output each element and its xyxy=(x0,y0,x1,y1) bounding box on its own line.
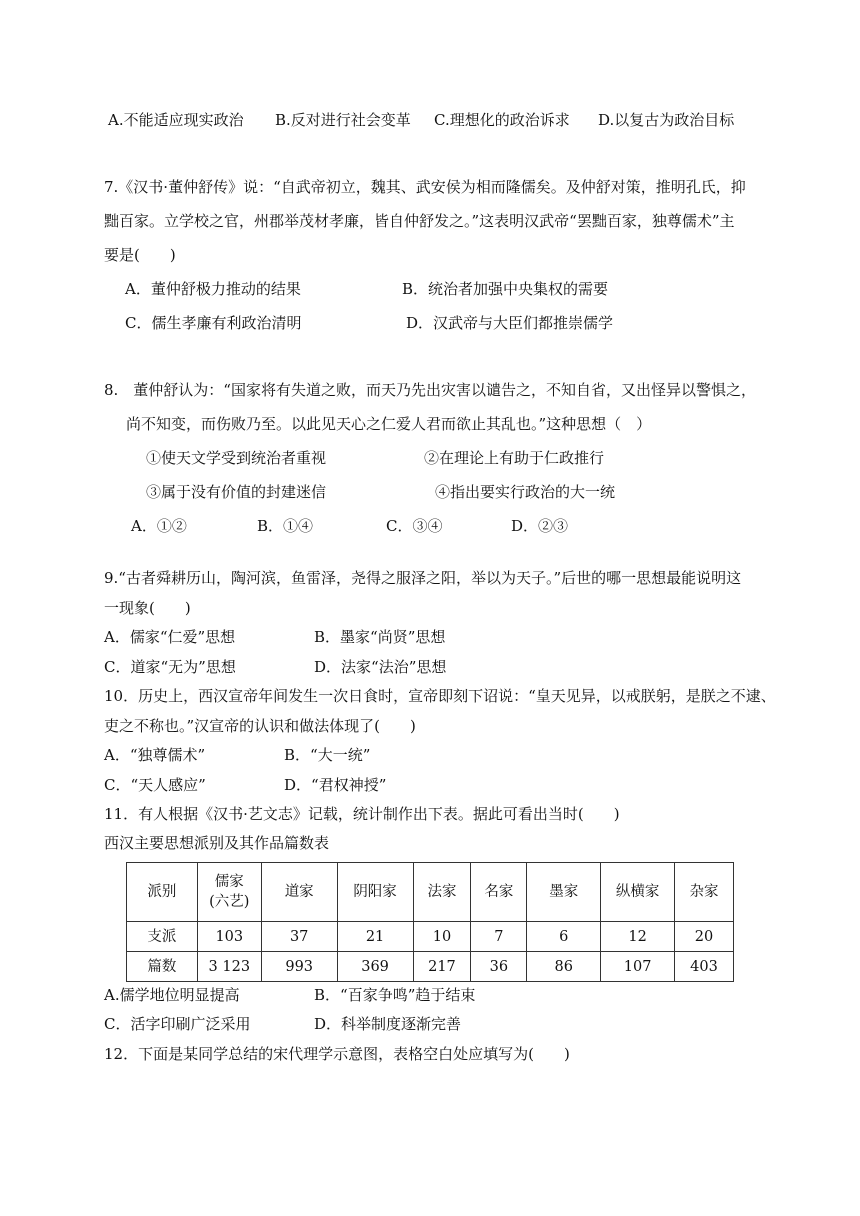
table-cell: 86 xyxy=(527,952,601,982)
table-cell: 993 xyxy=(261,952,337,982)
q10-text-line-1: 10．历史上，西汉宣帝年间发生一次日食时，宣帝即刻下诏说：“皇天见异，以戒朕躬，是朕之不逮、 xyxy=(104,687,776,705)
q8-statement-1: ①使天文学受到统治者重视 xyxy=(146,449,327,467)
q6-option-c: C.理想化的政治诉求 xyxy=(434,111,570,129)
table-cell: 7 xyxy=(471,922,527,952)
table-cell: 6 xyxy=(527,922,601,952)
q11-option-a: A.儒学地位明显提高 xyxy=(104,986,240,1004)
q7-option-d: D．汉武帝与大臣们都推崇儒学 xyxy=(406,314,614,332)
q12-text-line-1: 12．下面是某同学总结的宋代理学示意图，表格空白处应填写为( ) xyxy=(104,1045,570,1063)
q8-option-c: C．③④ xyxy=(386,517,443,535)
q8-option-b: B．①④ xyxy=(257,517,314,535)
q7-option-a: A．董仲舒极力推动的结果 xyxy=(125,280,301,298)
q11-option-c: C．活字印刷广泛采用 xyxy=(104,1015,251,1033)
table-header-row xyxy=(127,863,734,922)
table-cell: 20 xyxy=(675,922,734,952)
q8-statement-4: ④指出要实行政治的大一统 xyxy=(435,483,616,501)
q8-statement-3: ③属于没有价值的封建迷信 xyxy=(146,483,327,501)
table-header-cell: 杂家 xyxy=(675,863,734,922)
table-cell: 403 xyxy=(675,952,734,982)
table-cell: 21 xyxy=(337,922,413,952)
q7-text-line-2: 黜百家。立学校之官，州郡举茂材孝廉，皆自仲舒发之。”这表明汉武帝“罢黜百家，独尊儒术”主 xyxy=(104,212,735,230)
q11-text-line-1: 11．有人根据《汉书·艺文志》记载，统计制作出下表。据此可看出当时( ) xyxy=(104,805,620,823)
table-cell: 37 xyxy=(261,922,337,952)
q8-text-line-1: 8. 董仲舒认为：“国家将有失道之败，而天乃先出灾害以谴告之，不知自省，又出怪异以警惧之， xyxy=(104,381,756,399)
q7-option-c: C．儒生孝廉有利政治清明 xyxy=(125,314,302,332)
q7-option-b: B．统治者加强中央集权的需要 xyxy=(402,280,609,298)
table-header-cell: 道家 xyxy=(261,863,337,922)
q9-text-line-1: 9.“古者舜耕历山，陶河滨，鱼雷泽，尧得之服泽之阳，举以为天子。”后世的哪一思想最能说明这 xyxy=(104,569,742,587)
table-header-text: 儒家 xyxy=(214,874,244,890)
q10-option-d: D．“君权神授” xyxy=(284,776,387,794)
q10-option-b: B．“大一统” xyxy=(284,746,371,764)
q9-option-a: A．儒家“仁爱”思想 xyxy=(104,628,236,646)
q9-option-b: B．墨家“尚贤”思想 xyxy=(314,628,446,646)
table-row-label: 篇数 xyxy=(127,952,198,982)
table-cell: 107 xyxy=(601,952,675,982)
q8-statement-2: ②在理论上有助于仁政推行 xyxy=(424,449,605,467)
q11-option-b: B．“百家争鸣”趋于结束 xyxy=(314,986,476,1004)
q9-option-d: D．法家“法治”思想 xyxy=(314,658,447,676)
table-cell: 103 xyxy=(197,922,261,952)
q7-text-line-3: 要是( ) xyxy=(104,246,176,264)
q8-option-a: A．①② xyxy=(131,517,187,535)
q6-option-d: D.以复古为政治目标 xyxy=(598,111,735,129)
q10-option-a: A．“独尊儒术” xyxy=(104,746,206,764)
table-header-cell: 阴阳家 xyxy=(337,863,413,922)
q6-option-a: A.不能适应现实政治 xyxy=(108,111,244,129)
table-row-label: 支派 xyxy=(127,922,198,952)
q7-text-line-1: 7.《汉书·董仲舒传》说：“自武帝初立，魏其、武安侯为相而隆儒矣。及仲舒对策，推明孔氏，抑 xyxy=(104,178,746,196)
schools-works-table xyxy=(126,862,734,982)
table-header-cell: 纵横家 xyxy=(601,863,675,922)
q9-option-c: C．道家“无为”思想 xyxy=(104,658,236,676)
table-cell: 3 123 xyxy=(197,952,261,982)
q10-option-c: C．“天人感应” xyxy=(104,776,206,794)
table-row xyxy=(127,922,734,952)
table-cell: 369 xyxy=(337,952,413,982)
table-cell: 36 xyxy=(471,952,527,982)
q10-text-line-2: 吏之不称也。”汉宣帝的认识和做法体现了( ) xyxy=(104,717,416,735)
table-cell: 217 xyxy=(413,952,471,982)
q9-text-line-2: 一现象( ) xyxy=(104,599,191,617)
table-cell: 10 xyxy=(413,922,471,952)
table-title: 西汉主要思想派别及其作品篇数表 xyxy=(104,834,330,852)
table-header-text: (六艺) xyxy=(209,894,250,910)
q8-text-line-2: 尚不知变，而伤败乃至。以此见天心之仁爱人君而欲止其乱也。”这种思想（ ） xyxy=(126,415,652,433)
table-cell: 12 xyxy=(601,922,675,952)
table-header-cell: 派别 xyxy=(127,863,198,922)
table-header-cell: 墨家 xyxy=(527,863,601,922)
table-header-cell: 名家 xyxy=(471,863,527,922)
table-header-cell xyxy=(197,863,261,922)
table-row xyxy=(127,952,734,982)
table-header-cell: 法家 xyxy=(413,863,471,922)
q6-option-b: B.反对进行社会变革 xyxy=(275,111,411,129)
q8-option-d: D．②③ xyxy=(511,517,569,535)
q11-option-d: D．科举制度逐渐完善 xyxy=(314,1015,462,1033)
